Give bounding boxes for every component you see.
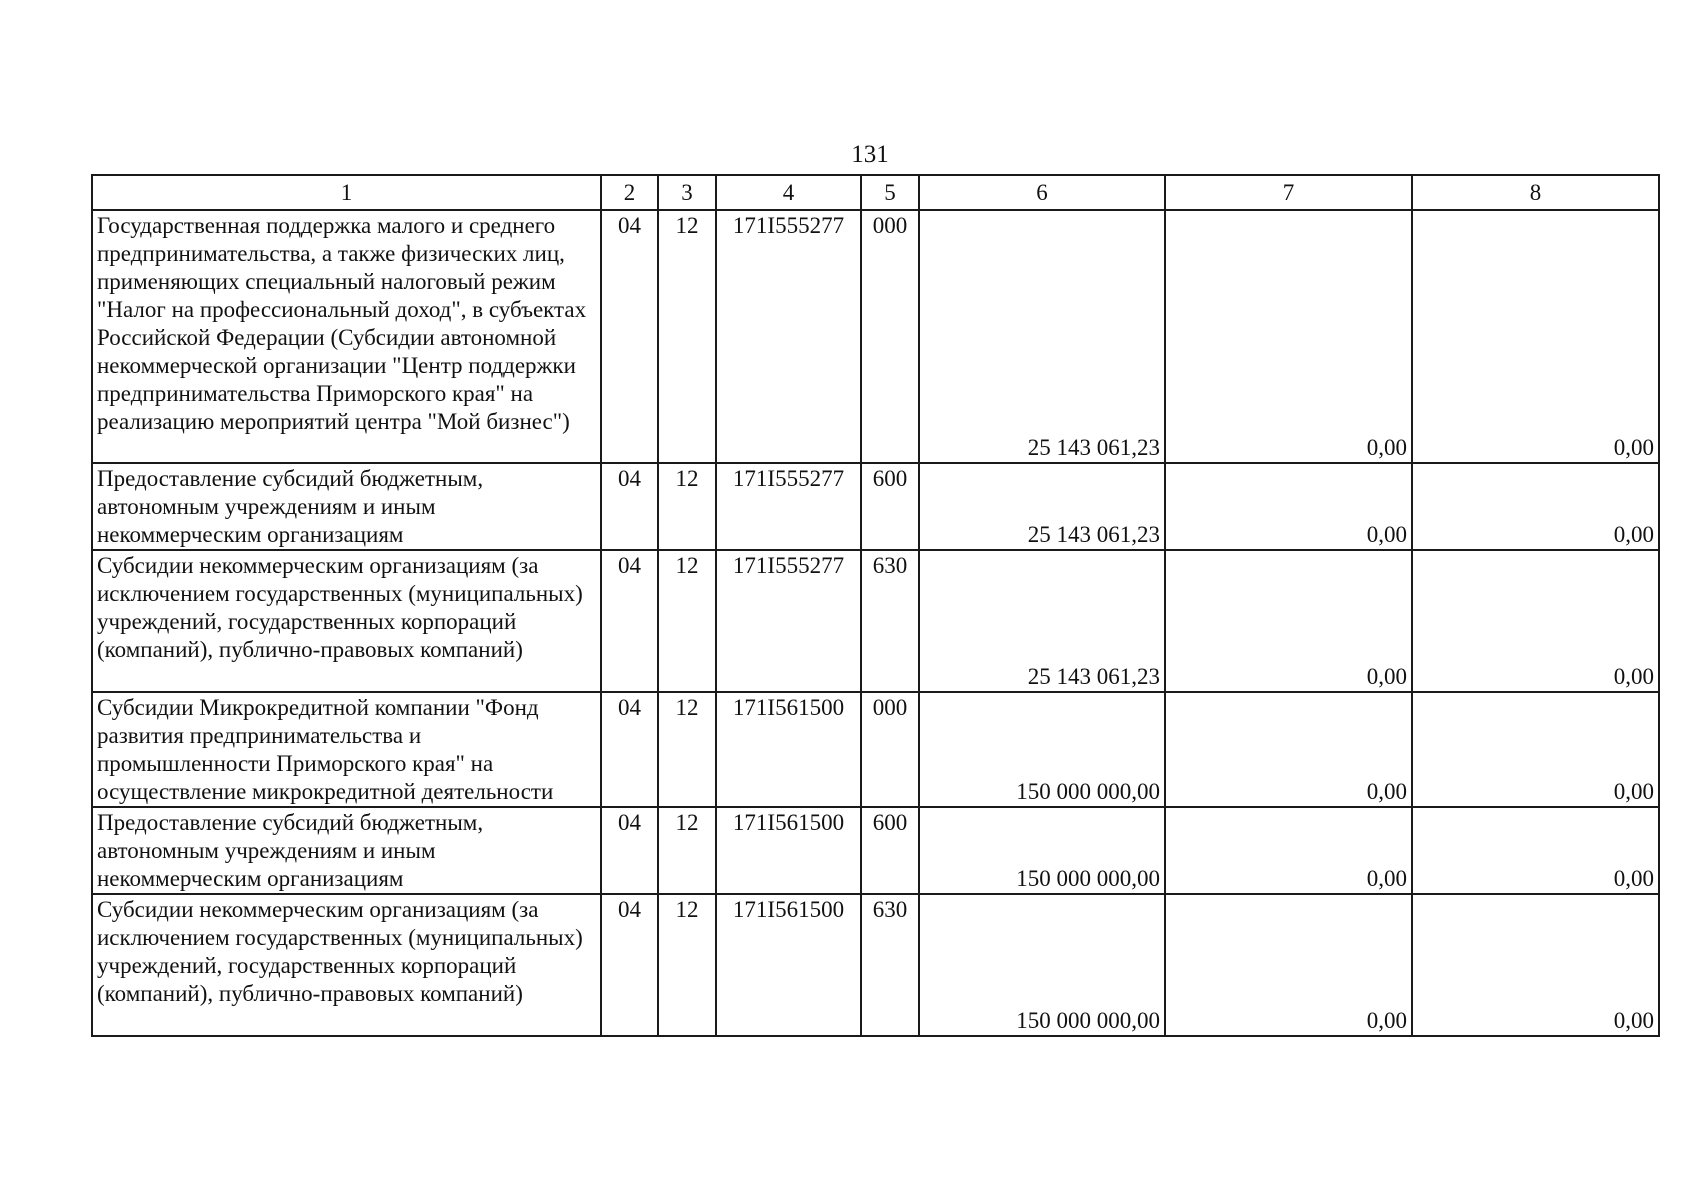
- amount-col-7: 0,00: [1165, 210, 1412, 463]
- amount-col-8: 0,00: [1412, 463, 1659, 550]
- section-code: 04: [601, 807, 658, 894]
- expense-name: Предоставление субсидий бюджетным, автономным учреждениям и иным некоммерческим организациям: [92, 463, 601, 550]
- table-row: [92, 894, 1659, 1036]
- amount-col-8: 0,00: [1412, 550, 1659, 692]
- amount-col-6: 150 000 000,00: [919, 692, 1165, 807]
- amount-col-6: 150 000 000,00: [919, 894, 1165, 1036]
- section-code: 04: [601, 692, 658, 807]
- amount-col-7: 0,00: [1165, 692, 1412, 807]
- expense-type-code: 630: [861, 894, 919, 1036]
- column-header-5: 5: [861, 175, 919, 210]
- amount-col-7: 0,00: [1165, 894, 1412, 1036]
- page-number: 131: [851, 141, 889, 168]
- table-row: [92, 210, 1659, 463]
- target-article-code: 171I555277: [716, 210, 861, 463]
- section-code: 04: [601, 894, 658, 1036]
- amount-col-8: 0,00: [1412, 210, 1659, 463]
- expense-name: Государственная поддержка малого и среднего предпринимательства, а также физических лиц, применяющих специальный налоговый режим "Налог на профессиональный доход", в субъектах Российской Федерации (Субсидии автономной некоммерческой организации "Центр поддержки предпринимательства Приморского края" на реализацию мероприятий центра "Мой бизнес"): [92, 210, 601, 463]
- amount-col-7: 0,00: [1165, 463, 1412, 550]
- table-row: [92, 550, 1659, 692]
- expense-name: Субсидии некоммерческим организациям (за исключением государственных (муниципальных) учреждений, государственных корпораций (компаний), публично-правовых компаний): [92, 894, 601, 1036]
- subsection-code: 12: [658, 463, 716, 550]
- amount-col-8: 0,00: [1412, 807, 1659, 894]
- table-row: [92, 463, 1659, 550]
- amount-col-6: 25 143 061,23: [919, 463, 1165, 550]
- column-header-1: 1: [92, 175, 601, 210]
- target-article-code: 171I561500: [716, 692, 861, 807]
- expense-type-code: 630: [861, 550, 919, 692]
- target-article-code: 171I561500: [716, 894, 861, 1036]
- expense-type-code: 600: [861, 807, 919, 894]
- amount-col-7: 0,00: [1165, 550, 1412, 692]
- expense-name: Субсидии Микрокредитной компании "Фонд развития предпринимательства и промышленности Приморского края" на осуществление микрокредитной деятельности: [92, 692, 601, 807]
- expense-type-code: 000: [861, 210, 919, 463]
- amount-col-6: 25 143 061,23: [919, 210, 1165, 463]
- table-row: [92, 692, 1659, 807]
- subsection-code: 12: [658, 550, 716, 692]
- amount-col-8: 0,00: [1412, 894, 1659, 1036]
- amount-col-8: 0,00: [1412, 692, 1659, 807]
- section-code: 04: [601, 550, 658, 692]
- expense-name: Предоставление субсидий бюджетным, автономным учреждениям и иным некоммерческим организациям: [92, 807, 601, 894]
- target-article-code: 171I555277: [716, 463, 861, 550]
- amount-col-7: 0,00: [1165, 807, 1412, 894]
- column-header-8: 8: [1412, 175, 1659, 210]
- expense-type-code: 000: [861, 692, 919, 807]
- subsection-code: 12: [658, 807, 716, 894]
- expense-name: Субсидии некоммерческим организациям (за исключением государственных (муниципальных) учреждений, государственных корпораций (компаний), публично-правовых компаний): [92, 550, 601, 692]
- expense-type-code: 600: [861, 463, 919, 550]
- section-code: 04: [601, 463, 658, 550]
- target-article-code: 171I561500: [716, 807, 861, 894]
- section-code: 04: [601, 210, 658, 463]
- column-number-header: [92, 175, 1659, 210]
- column-header-7: 7: [1165, 175, 1412, 210]
- column-header-6: 6: [919, 175, 1165, 210]
- amount-col-6: 150 000 000,00: [919, 807, 1165, 894]
- amount-col-6: 25 143 061,23: [919, 550, 1165, 692]
- column-header-3: 3: [658, 175, 716, 210]
- column-header-2: 2: [601, 175, 658, 210]
- subsection-code: 12: [658, 210, 716, 463]
- column-header-4: 4: [716, 175, 861, 210]
- budget-table: [91, 174, 1660, 1037]
- subsection-code: 12: [658, 894, 716, 1036]
- target-article-code: 171I555277: [716, 550, 861, 692]
- table-row: [92, 807, 1659, 894]
- subsection-code: 12: [658, 692, 716, 807]
